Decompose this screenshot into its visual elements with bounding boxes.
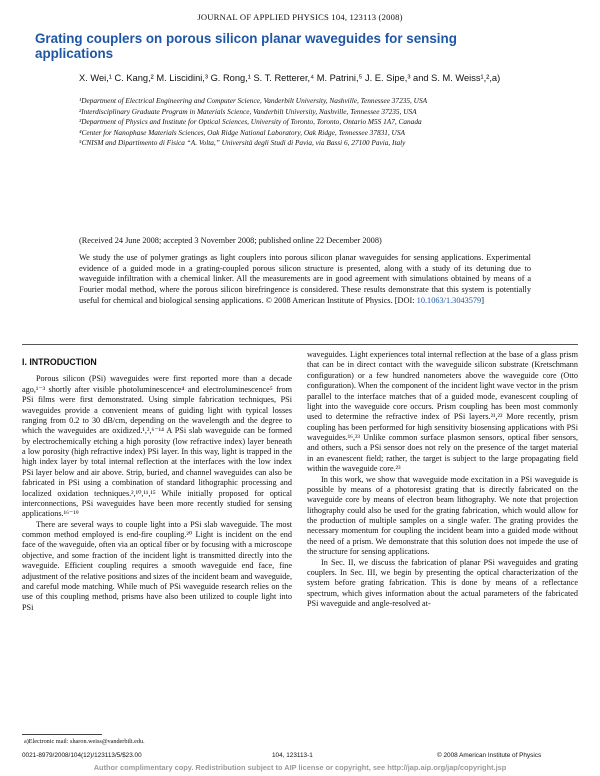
copyright-banner: Author complimentary copy. Redistribution subject to AIP license or copyright, see http://jap.aip.org/jap/copyright.jsp: [93, 763, 507, 772]
doi-prefix: [DOI:: [394, 295, 417, 305]
footnote-divider: [22, 734, 102, 735]
affiliations: [79, 96, 519, 149]
body-paragraph: In Sec. II, we discuss the fabrication of planar PSi waveguides and grating couplers. In Sec. III, we begin by presenting the optical characterization of the system before grating fabrication. This is done by means of a reflectance spectrum, which gives information about the actual parameters of the fabricated PSi waveguide and angle-resolved at-: [307, 557, 578, 608]
abstract-text: We study the use of polymer gratings as light couplers into porous silicon planar waveguides for sensing applications. Experimental evidence of a guided mode in a grating-coupled porous silicon structure is presented, along with a study of its detuning due to waveguide infiltration with a chemical linker. All the measurements are in good agreement with simulations obtained by means of a Fourier modal method, where the porous silicon birefringence is considered. These results demonstrate that this system is potentially useful for chemical and biological sensing applications.: [79, 253, 531, 305]
body-paragraph: In this work, we show that waveguide mode excitation in a PSi waveguide is possible by means of a photoresist grating that is directly fabricated on the waveguide core by means of electron beam lithography. We note that projection lithography could also be used for the grating fabrication, which would allow for the production of multiple samples on a single wafer. The grating provides the necessary momentum for coupling the incident beam into a guided mode without the need of a prism. We demonstrate that this solution does not impede the use of the structure for sensing applications.: [307, 474, 578, 557]
received-dates: (Received 24 June 2008; accepted 3 November 2008; published online 22 December 2008): [79, 236, 382, 245]
journal-header: JOURNAL OF APPLIED PHYSICS 104, 123113 (2008): [197, 12, 403, 22]
abstract-copyright: © 2008 American Institute of Physics.: [265, 295, 393, 305]
body-paragraph: waveguides. Light experiences total internal reflection at the base of a glass prism that can be in direct contact with the waveguide silicon substrate (Kretschmann configuration) or a few hundred nanometers above the waveguide core (Otto configuration). When the component of the incident light wave vector in the prism parallel to the interface matches that of a guided mode, evanescent coupling of light into the waveguide core occurs. Prism coupling has been most commonly used to determine the refractive index of PSi layers.²¹,²² More recently, prism coupling has been performed for high sensitivity biosensing applications with PSi waveguides.¹⁶,²³ Unlike common surface plasmon sensors, optical fiber sensors, and others, such a PSi sensor does not rely on the presence of the target material in an evanescent field; rather, the target is subject to the large propagating field within the waveguide core.²³: [307, 350, 578, 474]
affiliation-2: ²Interdisciplinary Graduate Program in Materials Science, Vanderbilt University, Nashville, Tennessee 37235, USA: [79, 106, 417, 116]
paper-title: Grating couplers on porous silicon planar waveguides for sensing applications: [35, 31, 457, 61]
footer-copyright: © 2008 American Institute of Physics: [437, 752, 542, 759]
affiliation-4: ⁴Center for Nanophase Materials Sciences, Oak Ridge National Laboratory, Oak Ridge, Tennessee 37831, USA: [79, 127, 405, 137]
left-column: [22, 348, 292, 613]
affiliation-3: ³Department of Physics and Institute for Optical Sciences, University of Toronto, Toronto, Ontario M5S 1A7, Canada: [79, 117, 422, 127]
section-heading-introduction: I. INTRODUCTION: [22, 357, 97, 367]
body-paragraph: There are several ways to couple light into a PSi slab waveguide. The most common method employed is end-fire coupling.²⁰ Light is incident on the end face of the waveguide, often via an optical fiber or by focusing with a microscope objective, and some fraction of the incident light is transmitted directly into the waveguide. Efficient coupling requires a smooth waveguide end face, fine adjustment of the relative positions and sizes of the incident beam and waveguide, and careful mode matching. While much of PSi waveguide research relies on the use of this coupling method, prisms have also been utilized to couple light into PSi: [22, 519, 292, 612]
footnote-email: a)Electronic mail: sharon.weiss@vanderbilt.edu.: [24, 738, 145, 745]
affiliation-5: ⁵CNISM and Dipartimento di Fisica “A. Volta,” Università degli Studi di Pavia, via Bassi 6, 27100 Pavia, Italy: [79, 138, 406, 148]
author-list: X. Wei,¹ C. Kang,² M. Liscidini,³ G. Rong,¹ S. T. Retterer,⁴ M. Patrini,⁵ J. E. Sipe,³ and S. M. Weiss¹,²,a): [79, 73, 501, 83]
doi-link[interactable]: 10.1063/1.3043579: [416, 295, 482, 305]
body-paragraph: Porous silicon (PSi) waveguides were first reported more than a decade ago,¹⁻³ shortly after visible photoluminescence⁴ and electroluminescence⁵ from PSi films were first demonstrated. Using simple fabrication techniques, PSi waveguides provide a convenient means of guiding light with typical losses ranging from 0.2 to 30 dB/cm, depending on the wavelength and the degree to which the waveguides are oxidized.¹,²,⁶⁻¹⁴ A PSi slab waveguide can be formed by electrochemically etching a high porosity (low refractive index) layer beneath a low porosity (high refractive index) PSi layer. In this way, light is trapped in the high index layer by total internal reflection at the interfaces with the low index PSi layer below and air above. Strip, buried, and channel waveguides can also be fabricated in PSi using a combination of standard lithographic processing and localized oxidation techniques.²,¹⁰,¹¹,¹⁵ While initially proposed for optical interconnections, PSi waveguides have been more recently studied for sensing applications.¹⁶⁻¹⁹: [22, 374, 292, 519]
footer-page-number: 104, 123113-1: [272, 752, 313, 759]
doi-suffix: ]: [481, 295, 484, 305]
right-column: [307, 350, 578, 609]
footer-issn: 0021-8979/2008/104(12)/123113/5/$23.00: [22, 752, 142, 759]
affiliation-1: ¹Department of Electrical Engineering and Computer Science, Vanderbilt University, Nashville, Tennessee 37235, USA: [79, 96, 428, 105]
section-divider: [22, 344, 578, 345]
abstract: [79, 253, 531, 307]
